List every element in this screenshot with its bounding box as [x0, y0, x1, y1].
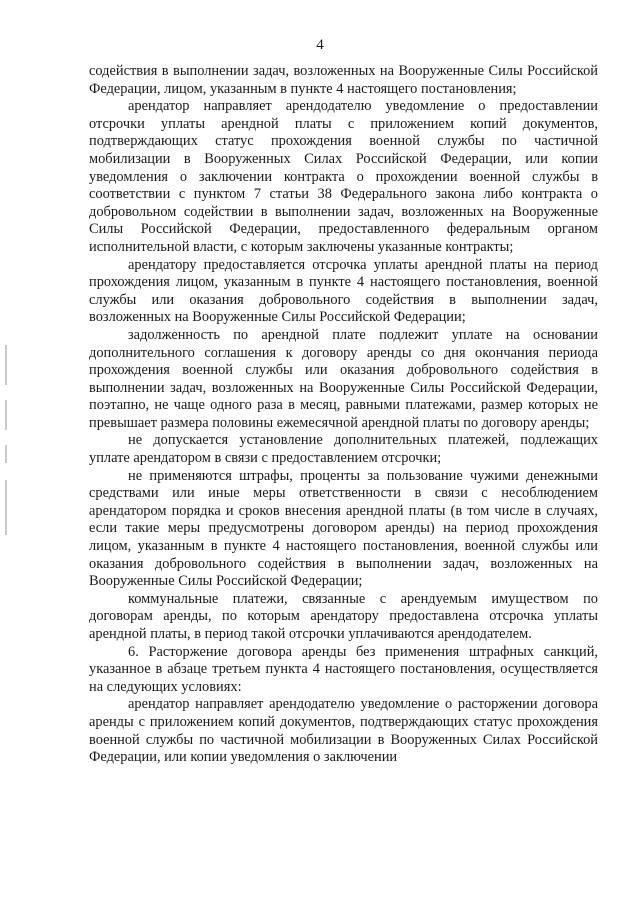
paragraph-notice-deferral: арендатор направляет арендодателю уведомление о предоставлении отсрочки уплаты арендной платы с приложением копий документов, подтверждающих статус прохождения военной службы по частичной мобилизации в Вооруженных Силах Российской Федерации, или копии уведомления о заключении контракта о прохождении военной службы в соответствии с пунктом 7 статьи 38 Федерального закона либо контракта о добровольном содействии в выполнении задач, возложенных на Вооруженные Силы Российской Федерации, предоставленного федеральным органом исполнительной власти, с которым заключены указанные контракты; [89, 98, 598, 255]
paragraph-section-6: 6. Расторжение договора аренды без применения штрафных санкций, указанное в абзаце третьем пункта 4 настоящего постановления, осуществляется на следующих условиях: [89, 643, 598, 695]
paragraph-no-extra-payments: не допускается установление дополнительных платежей, подлежащих уплате арендатором в связи с предоставлением отсрочки; [89, 432, 598, 467]
paragraph-utility-payments: коммунальные платежи, связанные с арендуемым имуществом по договорам аренды, по которым арендатору предоставлена отсрочка уплаты арендной платы, в период такой отсрочки уплачиваются арендодателем. [89, 590, 598, 642]
scan-margin-marks [2, 345, 12, 545]
paragraph-termination-notice: арендатор направляет арендодателю уведомление о расторжении договора аренды с приложением копий документов, подтверждающих статус прохождения военной службы по частичной мобилизации в Вооруженных Силах Российской Федерации, или копии уведомления о заключении [89, 696, 598, 766]
paragraph-continuation: содействия в выполнении задач, возложенных на Вооруженные Силы Российской Федерации, лицом, указанным в пункте 4 настоящего постановления; [89, 63, 598, 97]
paragraph-deferral-granted: арендатору предоставляется отсрочка уплаты арендной платы на период прохождения лицом, указанным в пункте 4 настоящего постановления, военной службы или оказания добровольного содействия в выполнении задач, возложенных на Вооруженные Силы Российской Федерации; [89, 256, 598, 326]
paragraph-no-penalties: не применяются штрафы, проценты за пользование чужими денежными средствами или иные меры ответственности в связи с несоблюдением арендатором порядка и сроков внесения арендной платы (в том числе в случаях, если такие меры предусмотрены договором аренды) на период прохождения лицом, указанным в пункте 4 настоящего постановления, военной службы или оказания добровольного содействия в выполнении задач, возложенных на Вооруженные Силы Российской Федерации; [89, 467, 598, 590]
page-number: 4 [316, 37, 324, 53]
document-body [89, 63, 598, 767]
paragraph-debt-repayment: задолженность по арендной плате подлежит уплате на основании дополнительного соглашения к договору аренды со дня окончания периода прохождения военной службы или оказания добровольного содействия в выполнении задач, возложенных на Вооруженные Силы Российской Федерации, поэтапно, не чаще одного раза в месяц, равными платежами, размер которых не превышает размера половины ежемесячной арендной платы по договору аренды; [89, 326, 598, 431]
